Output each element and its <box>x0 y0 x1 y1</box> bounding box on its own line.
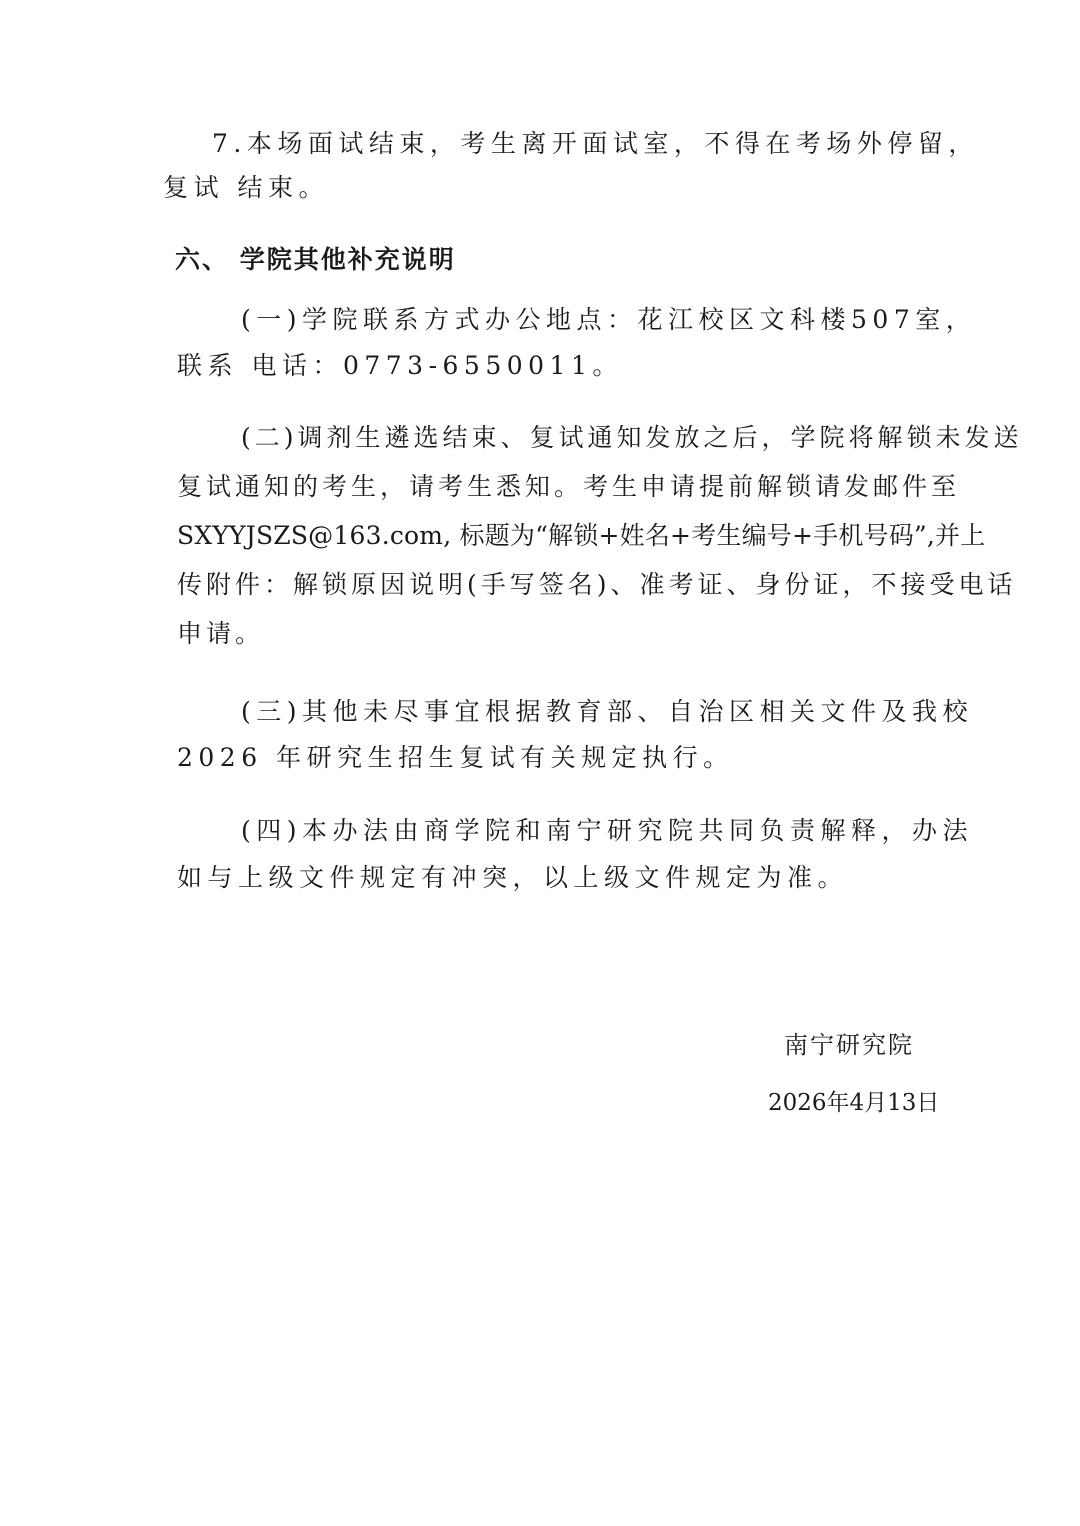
para2-line3: SXYYJSZS@163.com, 标题为“解锁+姓名+考生编号+手机号码”,并上 <box>177 521 986 550</box>
para2-line4: 传附件：解锁原因说明(手写签名)、准考证、身份证，不接受电话 <box>177 570 1017 599</box>
para4-line1: (四)本办法由商学院和南宁研究院共同负责解释，办法 <box>241 816 974 845</box>
section-heading: 六、 学院其他补充说明 <box>175 245 456 274</box>
para2-line5: 申请。 <box>177 619 265 648</box>
signature-date: 2026年4月13日 <box>768 1090 940 1116</box>
item7-line1: 7.本场面试结束，考生离开面试室，不得在考场外停留， <box>212 129 979 158</box>
para2-line2: 复试通知的考生，请考生悉知。考生申请提前解锁请发邮件至 <box>177 472 961 501</box>
item7-line2: 复试 结束。 <box>163 173 329 202</box>
para4-line2: 如与上级文件规定有冲突，以上级文件规定为准。 <box>177 863 849 892</box>
para3-line2: 2026 年研究生招生复试有关规定执行。 <box>177 743 734 772</box>
para1-line2: 联系 电话：0773-6550011。 <box>177 351 623 380</box>
signature-organization: 南宁研究院 <box>784 1031 914 1059</box>
para3-line1: (三)其他未尽事宜根据教育部、自治区相关文件及我校 <box>241 697 974 726</box>
para2-line1: (二)调剂生遴选结束、复试通知发放之后，学院将解锁未发送 <box>241 423 1023 452</box>
para1-line1: (一)学院联系方式办公地点：花江校区文科楼507室， <box>241 305 977 334</box>
